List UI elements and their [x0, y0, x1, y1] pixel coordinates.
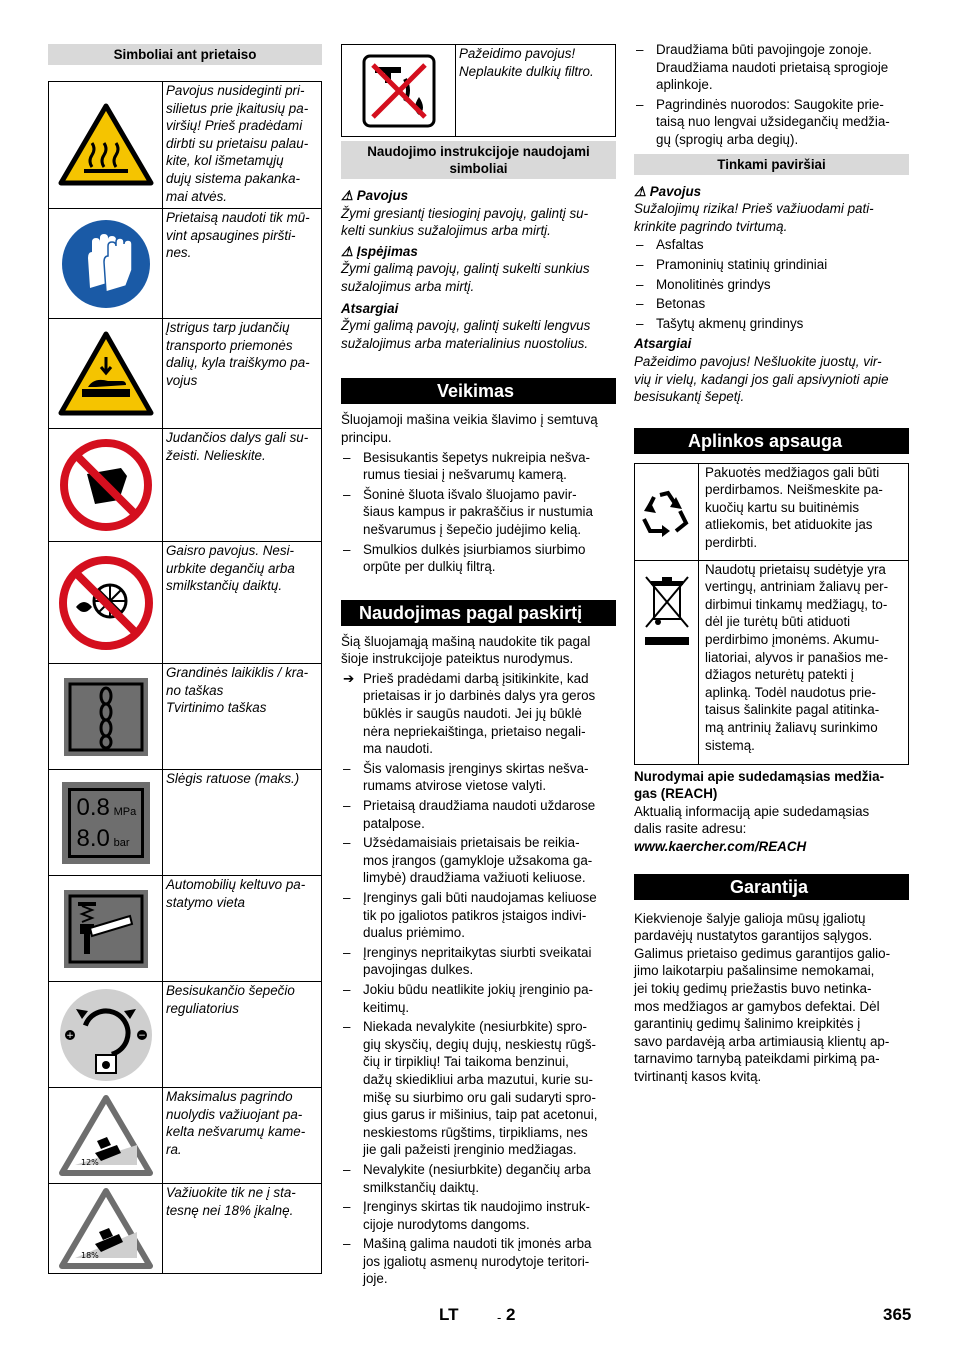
list-item: – Jokiu būdu neatlikite jokių įrenginio pa- keitimų. — [343, 981, 594, 1015]
operation-list — [341, 449, 616, 576]
warning-text: Žymi galimą pavojų, galintį sukelti sunkius sužalojimus arba mirtį. — [341, 261, 590, 294]
symbol-icon-cell — [49, 1184, 163, 1274]
list-item: – Pagrindinės nuorodos: Saugokite prie- taisą nuo lengvai užsidegančių medžia- gų (sprogių arba degių). — [636, 96, 890, 147]
list-item: – Prietaisą draudžiama naudoti uždarose patalpose. — [343, 798, 596, 831]
pressure-gauge-icon — [62, 782, 150, 864]
symbol-icon-cell — [49, 1088, 163, 1184]
gauge-value-mpa: 0.8 — [76, 793, 110, 821]
list-item: – Šis valomasis įrenginys skirtas nešva- rumams atvirose vietose valyti. — [343, 760, 589, 794]
symbol-row — [49, 319, 322, 429]
danger-label: Pavojus — [356, 188, 409, 203]
symbol-row — [49, 876, 322, 982]
page-number: 365 — [883, 1305, 912, 1324]
use-list — [341, 760, 616, 1288]
column-symbols — [48, 44, 322, 1274]
symbol-icon-cell — [49, 429, 163, 542]
arrow-right-icon: ➔ — [343, 670, 355, 686]
symbol-icon-cell — [49, 319, 163, 429]
symbol-text: Maksimalus pagrindo nuolydis važiuojant pa- kelta nešvarumų kame- ra. — [163, 1088, 322, 1184]
warranty-heading: Garantija — [634, 874, 909, 900]
symbol-text: Įstrigus tarp judančių transporto priemonės dalių, kyla traiškymo pa- vojus — [163, 319, 322, 429]
symbol-text: Automobilių keltuvo pa- statymo vieta — [163, 876, 322, 982]
symbol-text: Grandinės laikiklis / kra- no taškas Tvirtinimo taškas — [163, 664, 322, 770]
filter-warning-text: Pažeidimo pavojus! Neplaukite dulkių filtro. — [456, 45, 616, 137]
danger-block — [341, 187, 616, 240]
surfaces-heading: Tinkami paviršiai — [634, 154, 909, 175]
list-item: – Įrenginys nepritaikytas siurbti sveikatai pavojingas dulkes. — [343, 944, 592, 978]
list-item: – Pramoninių statinių grindiniai — [636, 256, 828, 272]
symbol-text: Važiuokite tik ne į sta- tesnę nei 18% įkalnę. — [163, 1184, 322, 1274]
recycle-icon — [640, 487, 694, 537]
svg-text:−: − — [137, 1030, 146, 1041]
symbol-row — [49, 770, 322, 876]
list-item: – Įrenginys skirtas tik naudojimo instruk- cijoje nurodytoms dangoms. — [343, 1199, 590, 1232]
surfaces-caution-text: Pažeidimo pavojus! Nešluokite juostų, vir- vių ir vielų, kadangi jos gali apsivynioti apie besisukantį šepetį. — [634, 353, 889, 405]
no-water-filter-icon — [361, 53, 437, 129]
symbol-row — [49, 429, 322, 542]
intended-use-intro: Šią šluojamąją mašiną naudokite tik pagal šioje instrukcijoje pateiktus nurodymus. — [341, 633, 591, 667]
symbol-row — [49, 1088, 322, 1184]
surfaces-danger-text: Sužalojimų rizika! Prieš važiuodami pati- krinkite pagrindo tvirtumą. — [634, 201, 874, 234]
slope-12-label: 12% — [80, 1157, 99, 1167]
warning-triangle-icon: ⚠ — [341, 188, 354, 203]
reach-text: Aktualią informaciją apie sudedamąsias dalis rasite adresu: — [634, 803, 870, 837]
crossed-bin-icon — [642, 573, 692, 647]
list-item: – Draudžiama būti pavojingoje zonoje. Draudžiama naudoti prietaisą sprogioje aplinkoje. — [636, 42, 889, 93]
filter-warning-table — [341, 44, 616, 137]
caution-text: Žymi galimą pavojų, galintį sukelti lengvus sužalojimus arba materialinius nuostolius. — [341, 318, 591, 351]
symbol-icon-cell — [49, 770, 163, 876]
gauge-unit-bar: bar — [113, 836, 130, 849]
filter-icon-cell — [342, 45, 456, 137]
jack-point-icon — [62, 888, 150, 970]
list-item: – Monolitinės grindys — [636, 276, 771, 292]
top-list — [634, 41, 909, 149]
list-item: – Betonas — [636, 296, 706, 312]
arrow-item: ➔ Prieš pradėdami darbą įsitikinkite, kad prietaisas ir jo darbinės dalys yra geros būklės ir saugūs naudoti. Jei jų būklė nėra nepriekaištinga, prietaiso negali- ma naudoti. — [343, 670, 596, 757]
symbol-text: Prietaisą naudoti tik mū- vint apsaugines piršti- nes. — [163, 209, 322, 319]
wear-gloves-icon — [60, 218, 152, 310]
symbol-icon-cell — [49, 664, 163, 770]
symbol-text: Gaisro pavojus. Nesi- urbkite degančių arba smilkstančių daiktų. — [163, 542, 322, 664]
warning-triangle-icon: ⚠ — [634, 183, 647, 199]
symbol-icon-cell — [49, 982, 163, 1088]
symbol-row — [49, 209, 322, 319]
caution-label: Atsargiai — [341, 300, 399, 316]
symbols-heading: Simboliai ant prietaiso — [48, 44, 322, 65]
svg-text:+: + — [65, 1030, 74, 1041]
list-item: – Besisukantis šepetys nukreipia nešva- rumus tiesiai į nešvarumų kamerą. — [343, 449, 591, 483]
list-item: – Mašiną galima naudoti tik įmonės arba jos įgaliotų asmenų nurodytoje teritori- joje. — [343, 1236, 592, 1287]
danger-text: Žymi gresiantį tiesioginį pavojų, galintį su- kelti sunkius sužalojimus arba mirtį. — [341, 205, 589, 239]
symbol-icon-cell — [49, 209, 163, 319]
caution-block — [341, 300, 616, 353]
column-usage — [341, 44, 616, 1288]
intended-use-heading: Naudojimas pagal paskirtį — [341, 600, 616, 626]
surfaces-list — [634, 236, 909, 332]
list-item: – Užsėdamaisiais prietaisais be reikia- mos įrangos (gamykloje užsakoma ga- limybė) draudžiama važiuoti keliuose. — [343, 835, 593, 886]
hot-surface-warning-icon — [58, 103, 154, 187]
symbol-row — [49, 1184, 322, 1274]
symbol-icon-cell — [49, 542, 163, 664]
warning-label: Įspėjimas — [356, 243, 418, 259]
gauge-unit-mpa: MPa — [113, 805, 137, 818]
symbol-row — [49, 542, 322, 664]
surfaces-caution-label: Atsargiai — [634, 336, 692, 352]
weee-icon-cell — [635, 560, 699, 764]
symbol-text: Slėgis ratuose (maks.) — [163, 770, 322, 876]
env-table — [634, 463, 909, 765]
symbol-icon-cell — [49, 82, 163, 209]
do-not-touch-icon — [59, 438, 153, 532]
max-slope-icon — [59, 1095, 153, 1177]
symbol-text: Judančios dalys gali su- žeisti. Nelieskite. — [163, 429, 322, 542]
list-item: – Niekada nevalykite (nesiurbkite) spro- gių skysčių, degių dujų, neskiestų rūgš- čių ir tirpiklių! Tai taikoma benzinui, dažų skiedikliui arba mazutui, kurie su- mišę su siurbimo oru gali sudaryti spro- gius garus ir mišinius, taip pat acetonui, neskiestoms rūgštims, tirpikliams, nes jie gali pažeisti įrenginio medžiagas. — [343, 1019, 598, 1158]
warning-triangle-icon: ⚠ — [341, 243, 354, 259]
recycle-icon-cell — [635, 463, 699, 560]
warranty-text: Kiekvienoje šalyje galioja mūsų įgaliotų pardavėjų nustatytos garantijos sąlygos. Galimus prietaiso gedimus garantijos galio- jimo laikotarpiu pašalinsime nemokamai, jei tokių gedimų priežastis buvo netinka- mos medžiagos ar gamybos defektai. Dėl garantinių gedimų šalinimo kreipkitės į savo pardavėją arba artimiausią klientų ap- tarnavimo tarnybą pateikdami pirkimą pa- tvirtinantį kasos kvitą. — [634, 910, 891, 1084]
reach-link[interactable]: www.kaercher.com/REACH — [634, 839, 807, 855]
list-item: – Nevalykite (nesiurbkite) degančių arba smilkstančių daiktų. — [343, 1161, 591, 1195]
operation-heading: Veikimas — [341, 378, 616, 404]
column-environment — [634, 44, 909, 1086]
crush-hazard-icon — [58, 331, 154, 417]
surfaces-danger-label: Pavojus — [649, 183, 702, 199]
warning-block — [341, 243, 616, 296]
reach-heading: Nurodymai apie sudedamąsias medžia- gas (REACH) — [634, 768, 885, 802]
env-recycle-text: Pakuotės medžiagos gali būti perdirbamos. Neišmeskite pa- kuočių kartu su buitinėmis atliekomis, bet atiduokite jas perdirbti. — [699, 463, 909, 560]
env-weee-text: Naudotų prietaisų sudėtyje yra vertingų, antriniam žaliavų per- dirbimui tinkamų medžiagų, to- dėl jie turėtų būti atiduoti perdirbimo įmonėms. Akumu- liatoriai, alyvos ir panašios me- džiagos neturėtų patekti į aplinką. Todėl naudotus prie- taisus šalinkite pagal atitinka- mą antrinių žaliavų surinkimo sistemą. — [699, 560, 909, 764]
footer-sep: - — [497, 1310, 502, 1325]
list-item: – Tašytų akmenų grindinys — [636, 315, 804, 331]
no-burning-objects-icon — [58, 555, 154, 651]
symbol-text: Besisukančio šepečio reguliatorius — [163, 982, 322, 1088]
list-item: – Smulkios dulkės įsiurbiamos siurbimo orpūte per dulkių filtrą. — [343, 541, 586, 575]
env-heading: Aplinkos apsauga — [634, 428, 909, 454]
gauge-value-bar: 8.0 — [76, 824, 110, 852]
manual-symbols-heading: Naudojimo instrukcijoje naudojami simboliai — [341, 141, 616, 179]
footer-lang: LT — [439, 1305, 459, 1324]
footer-section: 2 — [506, 1305, 516, 1324]
slope-18-label: 18% — [80, 1250, 99, 1260]
slope-18-icon — [59, 1188, 153, 1270]
list-item: – Šoninė šluota išvalo šluojamo pavir- šiaus kampus ir pakraščius ir nustumia nešvarumus į šepečio judėjimo kelią. — [343, 486, 593, 537]
symbols-table — [48, 81, 322, 1274]
chain-lifting-point-icon — [62, 676, 150, 758]
symbol-text: Pavojus nusideginti pri- silietus prie įkaitusių pa- viršių! Prieš pradėdami dirbti su prietaisu palau- kite, kol išmetamųjų dujų sistema pakanka- mai atvės. — [163, 82, 322, 209]
list-item: – Asfaltas — [636, 237, 704, 253]
symbol-row — [49, 82, 322, 209]
symbol-row — [49, 664, 322, 770]
operation-intro: Šluojamoji mašina veikia šlavimo į semtuvą principu. — [341, 412, 598, 445]
symbol-icon-cell — [49, 876, 163, 982]
brush-regulator-icon — [58, 987, 154, 1083]
list-item: – Įrenginys gali būti naudojamas keliuose tik po įgaliotos patikros įstaigos indivi- dualus priėmimo. — [343, 890, 597, 941]
symbol-row — [49, 982, 322, 1088]
